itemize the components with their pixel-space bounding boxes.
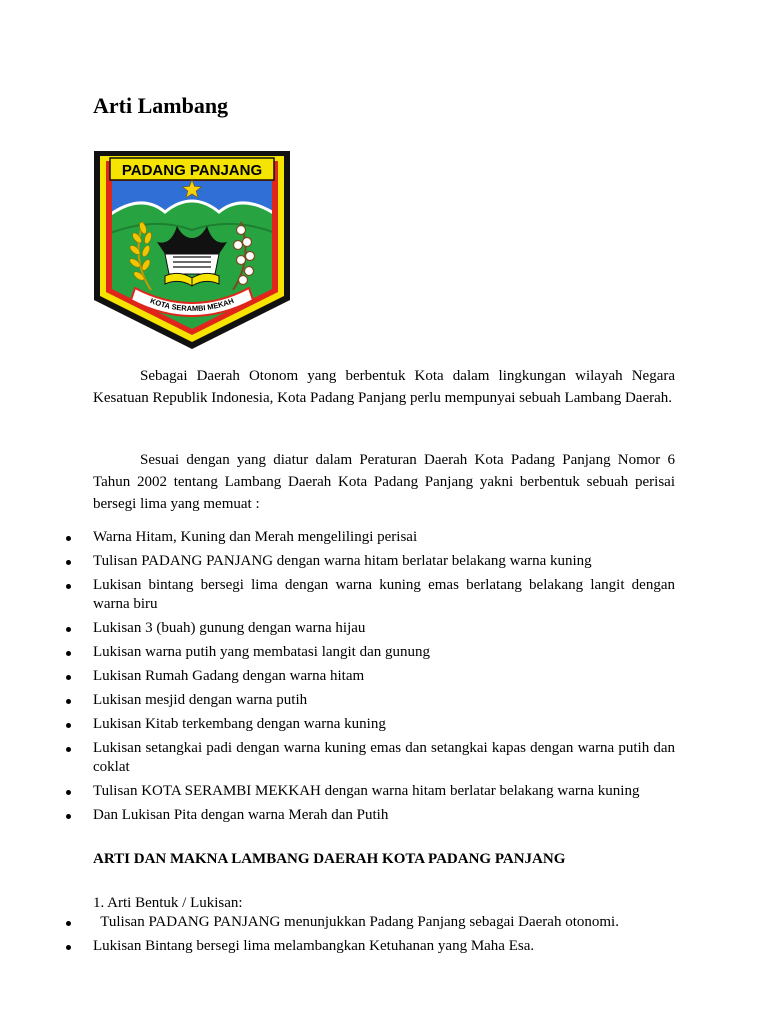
list-item: Tulisan PADANG PANJANG dengan warna hitam berlatar belakang warna kuning	[0, 552, 675, 571]
bullet-icon	[66, 584, 71, 589]
list-item: Lukisan bintang bersegi lima dengan warna kuning emas berlatang belakang langit dengan warna biru	[0, 576, 675, 614]
list-item: Lukisan Bintang bersegi lima melambangkan Ketuhanan yang Maha Esa.	[0, 937, 675, 956]
intro-paragraph: Sebagai Daerah Otonom yang berbentuk Kota dalam lingkungan wilayah Negara Kesatuan Republik Indonesia, Kota Padang Panjang perlu mempunyai sebuah Lambang Daerah.	[93, 368, 675, 406]
list-item: Tulisan KOTA SERAMBI MEKKAH dengan warna hitam berlatar belakang warna kuning	[0, 782, 675, 801]
section-heading: ARTI DAN MAKNA LAMBANG DAERAH KOTA PADANG PANJANG	[93, 851, 566, 867]
subsection-title: 1. Arti Bentuk / Lukisan:	[93, 895, 243, 911]
bullet-icon	[66, 699, 71, 704]
bullet-icon	[66, 536, 71, 541]
page-title: Arti Lambang	[93, 93, 229, 118]
bullet-icon	[66, 790, 71, 795]
list-item: Lukisan setangkai padi dengan warna kuning emas dan setangkai kapas dengan warna putih dan coklat	[0, 739, 675, 777]
bullet-icon	[66, 723, 71, 728]
emblem-ribbon-text: KOTA SERAMBI MEKAH	[148, 296, 236, 314]
bullet-icon	[66, 814, 71, 819]
list-item: Lukisan Kitab terkembang dengan warna kuning	[0, 715, 675, 734]
bullet-icon	[66, 747, 71, 752]
list-item: Lukisan mesjid dengan warna putih	[0, 691, 675, 710]
bullet-icon	[66, 651, 71, 656]
emblem-banner-text: PADANG PANJANG	[121, 162, 263, 179]
regulation-paragraph: Sesuai dengan yang diatur dalam Peraturan Daerah Kota Padang Panjang Nomor 6 Tahun 2002 tentang Lambang Daerah Kota Padang Panjang yakni berbentuk sebuah perisai bersegi lima yang memuat :	[93, 452, 675, 512]
bullet-icon	[66, 945, 71, 950]
list-item: Tulisan PADANG PANJANG menunjukkan Padang Panjang sebagai Daerah otonomi.	[0, 913, 675, 932]
bullet-icon	[66, 921, 71, 926]
list-item: Warna Hitam, Kuning dan Merah mengelilingi perisai	[0, 528, 675, 547]
list-item: Lukisan 3 (buah) gunung dengan warna hijau	[0, 619, 675, 638]
bullet-icon	[66, 675, 71, 680]
padang-panjang-emblem	[93, 150, 291, 350]
list-item: Lukisan Rumah Gadang dengan warna hitam	[0, 667, 675, 686]
meaning-list	[0, 913, 768, 956]
bullet-icon	[66, 627, 71, 632]
list-item: Lukisan warna putih yang membatasi langit dan gunung	[0, 643, 675, 662]
list-item: Dan Lukisan Pita dengan warna Merah dan Putih	[0, 806, 675, 825]
bullet-icon	[66, 560, 71, 565]
emblem-content-list	[0, 528, 768, 825]
